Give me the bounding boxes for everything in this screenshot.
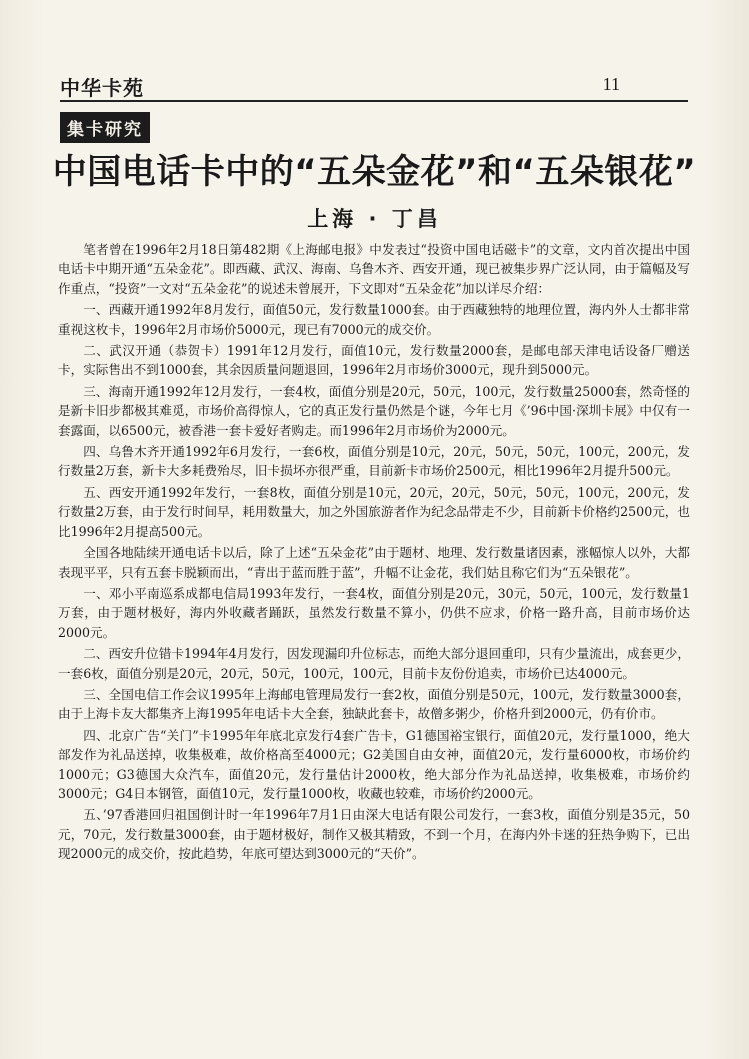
paragraph: 一、西藏开通1992年8月发行，面值50元，发行数量1000套。由于西藏独特的地理位置，海内外人士都非常重视这枚卡，1996年2月市场价5000元，现已有7000元的成交价。 [58,302,690,337]
page-number: 11 [602,74,620,94]
magazine-name: 中华卡苑 [60,76,144,100]
paragraph: 五、西安开通1992年发行，一套8枚，面值分别是10元，20元，20元，50元，50元，100元，200元，发行数量2万套，由于发行时间早，耗用数量大，加之外国旅游者作为纪念品带走不少，目前新卡价格约2500元，也比1996年2月提高500元。 [58,484,690,539]
paragraph: 三、全国电信工作会议1995年上海邮电管理局发行一套2枚，面值分别是50元，100元，发行数量3000套，由于上海卡友大都集齐上海1995年电话卡大全套，独缺此套卡，故僧多粥少，价格升到2000元，仍有价市。 [58,686,690,722]
paragraph: 二、武汉开通（恭贺卡）1991年12月发行，面值10元，发行数量2000套，是邮电部天津电话设备厂赠送卡，实际售出不到1000套，其余因质量问题退回，1996年2月市场价3000元，现升到5000元。 [58,343,690,378]
paragraph: 四、北京广告“关门”卡1995年年底北京发行4套广告卡，G1德国裕宝银行，面值20元，发行量1000，绝大部发作为礼品送掉，收集极难，故价格高至4000元；G2美国自由女神，面值20元，发行量6000枚，市场价约1000元；G3德国大众汽车，面值20元，发行量估计2000枚，绝大部分作为礼品送掉，收集极难，市场价约3000元；G4日本钢管，面值10元，发行量1000枚，收藏也较难，市场价约2000元。 [58,727,690,801]
paragraph: 三、海南开通1992年12月发行，一套4枚，面值分别是20元，50元，100元，发行数量25000套，然奇怪的是新卡旧步都极其难觅，市场价高得惊人，它的真正发行量仍然是个谜，今年七月《’96中国·深圳卡展》中仅有一套露面，以6500元，被香港一套卡爱好者购走。而1996年2月市场价为2000元。 [58,383,690,438]
paragraph: 五、’97香港回归祖国倒计时一年1996年7月1日由深大电话有限公司发行，一套3枚，面值分别是35元，50元，70元，发行数量3000套，由于题材极好，制作又极其精致，不到一个月，在海内外卡迷的狂热争购下，已出现2000元的成交价，按此趋势，年底可望达到3000元的“天价”。 [58,807,690,862]
page-header [60,66,688,102]
paragraph: 二、西安升位错卡1994年4月发行，因发现漏印升位标志，而绝大部分退回重印，只有少量流出，成套更少，一套6枚，面值分别是20元，20元，50元，100元，100元，目前卡友份份追卖，市场价已达4000元。 [58,646,690,681]
paragraph: 笔者曾在1996年2月18日第482期《上海邮电报》中发表过“投资中国电话磁卡”的文章，文内首次提出中国电话卡中期开通“五朵金花”。即西藏、武汉、海南、乌鲁木齐、西安开通，现已被集步界广泛认同，由于篇幅及写作重点，“投资”一文对“五朵金花”的说述未曾展开，下文即对“五朵金花”加以详尽介绍： [58,242,690,296]
article-title: 中国电话卡中的“五朵金花”和“五朵银花” [52,152,697,192]
paragraph: 一、邓小平南巡系成都电信局1993年发行，一套4枚，面值分别是20元，30元，50元，100元，发行数量1万套，由于题材极好，海内外收藏者踊跃，虽然发行数量不算小，仍供不应求，价格一路升高，目前市场价达2000元。 [58,585,690,640]
paragraph: 四、乌鲁木齐开通1992年6月发行，一套6枚，面值分别是10元，20元，50元，50元，100元，200元，发行数量2万套，新卡大多耗费殆尽，旧卡损坏亦很严重，目前新卡市场价2500元，相比1996年2月提升500元。 [58,444,690,479]
column-label: 集卡研究 [60,112,150,143]
article-body [58,240,690,866]
article-author: 上海 · 丁昌 [307,207,442,231]
paragraph: 全国各地陆续开通电话卡以后，除了上述“五朵金花”由于题材、地理、发行数量诸因素，涨幅惊人以外，大都表现平平，只有五套卡脱颖而出，“青出于蓝而胜于蓝”，升幅不让金花，我们姑且称它们为“五朵银花”。 [58,545,690,580]
